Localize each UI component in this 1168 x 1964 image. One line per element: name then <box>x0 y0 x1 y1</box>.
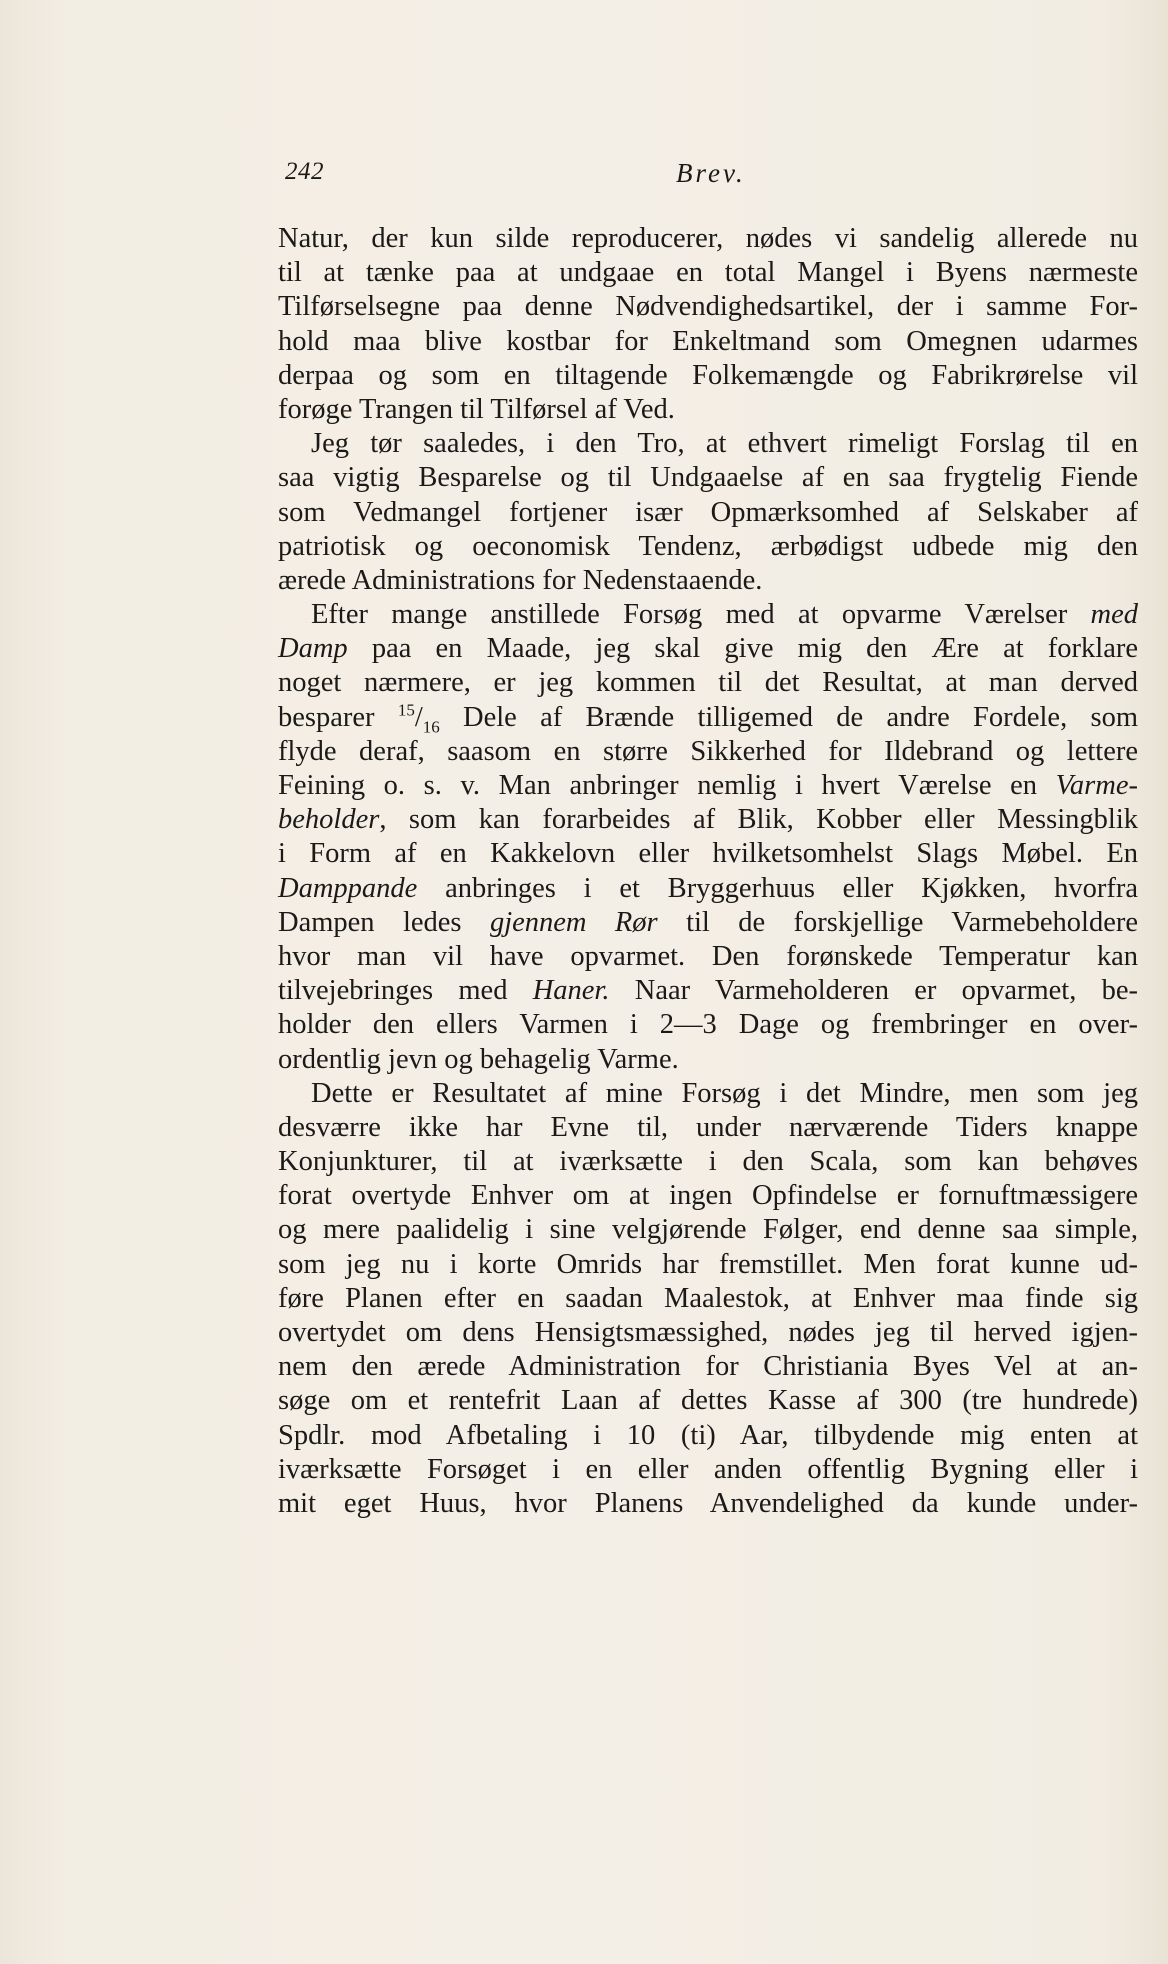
text-line <box>278 359 1138 393</box>
text-line <box>278 1111 1138 1145</box>
text-segment: Spdlr. mod Afbetaling i 10 (ti) Aar, tilbydende mig enten at <box>278 1419 1138 1451</box>
text-segment: / <box>414 701 423 733</box>
text-segment: besparer <box>278 701 398 733</box>
text-segment: , som kan forarbeides af Blik, Kobber eller Messingblik <box>379 804 1138 836</box>
page-number: 242 <box>285 158 324 185</box>
text-segment: i Form af en Kakkelovn eller hvilketsomhelst Slags Møbel. En <box>278 838 1138 870</box>
text-line <box>278 564 1138 598</box>
text-segment: søge om et rentefrit Laan af dettes Kasse af 300 (tre hundrede) <box>278 1385 1138 1417</box>
running-head <box>285 158 1138 198</box>
italic-text: Varme- <box>1055 770 1138 801</box>
text-line <box>278 1077 1138 1111</box>
text-line <box>278 1179 1138 1213</box>
italic-text: med <box>1090 599 1138 631</box>
text-segment: Jeg tør saaledes, i den Tro, at ethvert rimeligt Forslag til en <box>311 428 1138 460</box>
text-line <box>278 496 1138 530</box>
text-segment: Konjunkturer, til at iværksætte i den Scala, som kan behøves <box>278 1146 1138 1178</box>
text-line <box>278 666 1138 700</box>
text-segment: anbringes i et Bryggerhuus eller Kjøkken, hvorfra <box>417 872 1138 904</box>
text-segment: mit eget Huus, hvor Planens Anvendelighed da kunde under- <box>278 1487 1138 1519</box>
text-line <box>278 256 1138 290</box>
text-segment: tilvejebringes med <box>278 975 533 1007</box>
text-line <box>278 837 1138 871</box>
text-segment: ordentlig jevn og behagelig Varme. <box>278 1043 679 1075</box>
text-line <box>278 222 1138 256</box>
text-segment: som Vedmangel fortjener især Opmærksomhed af Selskaber af <box>278 496 1138 528</box>
text-line <box>278 1316 1138 1350</box>
text-segment: ærede Administrations for Nedenstaaende. <box>278 564 763 596</box>
fraction-part: 16 <box>422 717 440 737</box>
text-segment: Efter mange anstillede Forsøg med at opvarme Værelser <box>311 599 1091 631</box>
fraction-part: 15 <box>397 700 415 720</box>
text-segment: derpaa og som en tiltagende Folkemængde og Fabrikrørelse vil <box>278 359 1138 391</box>
text-segment: desværre ikke har Evne til, under nærværende Tiders knappe <box>278 1111 1138 1143</box>
text-segment: Natur, der kun silde reproducerer, nødes vi sandelig allerede nu <box>278 223 1138 254</box>
text-segment: føre Planen efter en saadan Maalestok, at Enhver maa finde sig <box>278 1282 1138 1314</box>
text-line <box>278 1384 1138 1418</box>
text-segment: overtydet om dens Hensigtsmæssighed, nødes jeg til herved igjen- <box>278 1317 1138 1348</box>
text-line <box>278 632 1138 666</box>
text-line <box>278 1453 1138 1487</box>
text-line <box>278 1213 1138 1247</box>
text-line <box>278 1487 1138 1521</box>
text-segment: Dampen ledes <box>278 906 490 938</box>
text-segment: patriotisk og oeconomisk Tendenz, ærbødigst udbede mig den <box>278 530 1138 562</box>
text-segment: holder den ellers Varmen i 2—3 Dage og frembringer en over- <box>278 1009 1138 1041</box>
text-segment: hvor man vil have opvarmet. Den forønskede Temperatur kan <box>278 940 1138 972</box>
text-line <box>278 427 1138 461</box>
text-line <box>278 1043 1138 1077</box>
text-line <box>278 290 1138 324</box>
text-segment: Tilførselsegne paa denne Nødvendighedsartikel, der i samme For- <box>278 291 1138 323</box>
italic-text: beholder <box>278 804 380 836</box>
text-segment: nem den ærede Administration for Christiania Byes Vel at an- <box>278 1351 1138 1383</box>
text-line <box>278 1008 1138 1042</box>
italic-text: Damp <box>278 633 348 665</box>
text-segment: hold maa blive kostbar for Enkeltmand som Omegnen udarmes <box>278 325 1138 357</box>
text-line <box>278 940 1138 974</box>
body-text <box>278 222 1138 1521</box>
text-line <box>278 325 1138 359</box>
text-segment: Feining o. s. v. Man anbringer nemlig i hvert Værelse en <box>278 770 1056 801</box>
text-line <box>278 461 1138 495</box>
text-segment: Naar Varmeholderen er opvarmet, be- <box>609 975 1138 1007</box>
text-line <box>278 735 1138 769</box>
text-segment: flyde deraf, saasom en større Sikkerhed for Ildebrand og lettere <box>278 735 1138 767</box>
text-line <box>278 906 1138 940</box>
text-line <box>278 974 1138 1008</box>
text-segment: saa vigtig Besparelse og til Undgaaelse af en saa frygtelig Fiende <box>278 462 1138 494</box>
text-segment: Dele af Brænde tilligemed de andre Fordele, som <box>439 701 1138 733</box>
text-segment: forat overtyde Enhver om at ingen Opfindelse er fornuftmæssigere <box>278 1180 1138 1212</box>
text-line <box>278 769 1138 803</box>
text-line <box>278 701 1138 735</box>
text-segment: til de forskjellige Varmebeholdere <box>657 906 1138 938</box>
text-line <box>278 598 1138 632</box>
running-title: Brev. <box>676 158 746 188</box>
text-line <box>278 1248 1138 1282</box>
italic-text: gjennem Rør <box>489 906 658 938</box>
text-line <box>278 393 1138 427</box>
text-line <box>278 1145 1138 1179</box>
text-segment: som jeg nu i korte Omrids har fremstillet. Men forat kunne ud- <box>278 1248 1138 1280</box>
text-line <box>278 1350 1138 1384</box>
text-line <box>278 530 1138 564</box>
italic-text: Haner. <box>532 975 610 1007</box>
text-line <box>278 872 1138 906</box>
text-segment: paa en Maade, jeg skal give mig den Ære at forklare <box>347 633 1138 665</box>
text-segment: til at tænke paa at undgaae en total Mangel i Byens nærmeste <box>278 257 1138 289</box>
text-line <box>278 803 1138 837</box>
text-line <box>278 1419 1138 1453</box>
text-segment: iværksætte Forsøget i en eller anden offentlig Bygning eller i <box>278 1453 1138 1485</box>
text-segment: forøge Trangen til Tilførsel af Ved. <box>278 393 675 425</box>
italic-text: Damppande <box>278 872 418 904</box>
text-line <box>278 1282 1138 1316</box>
text-segment: Dette er Resultatet af mine Forsøg i det Mindre, men som jeg <box>311 1077 1138 1109</box>
text-segment: noget nærmere, er jeg kommen til det Resultat, at man derved <box>278 667 1138 699</box>
text-segment: og mere paalidelig i sine velgjørende Følger, end denne saa simple, <box>278 1214 1138 1246</box>
